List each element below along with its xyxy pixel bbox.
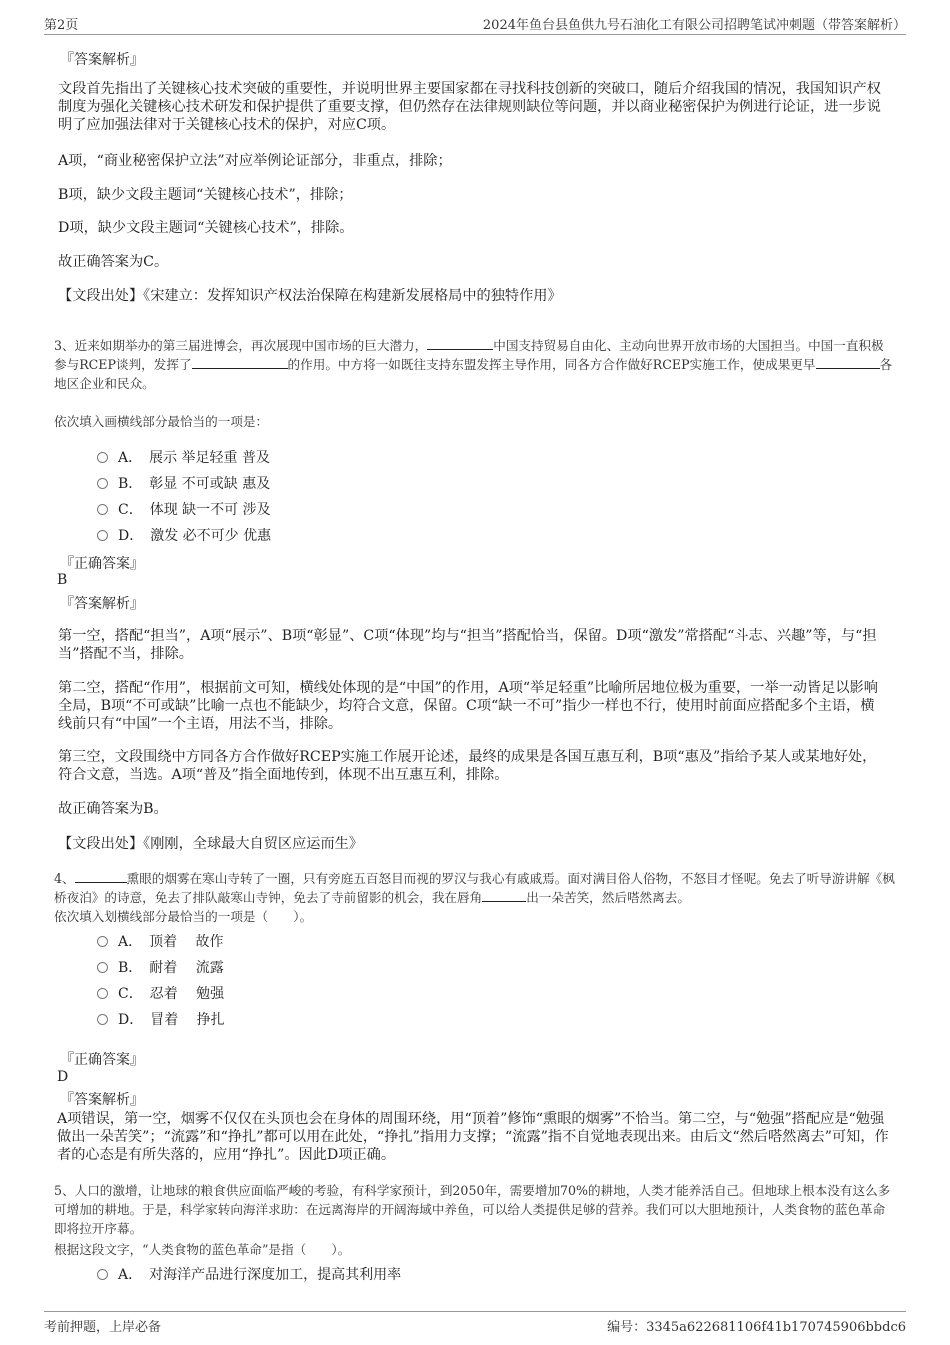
q2-analysis-option-d: D项，缺少文段主题词“关键核心技术”，排除。 <box>58 220 354 236</box>
q4-analysis-label: 『答案解析』 <box>60 1092 144 1108</box>
radio-icon[interactable] <box>97 1269 108 1280</box>
q4-option-b[interactable]: B． 耐着 流露 <box>97 957 224 977</box>
page-footer <box>44 1311 906 1338</box>
q3-analysis-label: 『答案解析』 <box>60 596 144 612</box>
q3-option-c[interactable]: C． 体现 缺一不可 涉及 <box>97 499 271 519</box>
q4-option-a[interactable]: A． 顶着 故作 <box>97 931 224 951</box>
blank-2 <box>192 356 288 369</box>
q4-analysis: A项错误，第一空，烟雾不仅仅在头顶也会在身体的周围环绕，用“顶着”修饰“熏眼的烟雾”不恰当。第二空，与“勉强”搭配应是“勉强做出一朵苦笑”；“流露”和“挣扎”都可以用在此处，“挣扎”指用力支撑；“流露”指不自觉地表现出来。由后文“然后嗒然离去”可知，作者的心态是有所失落的，应用“挣扎”。因此D项正确。 <box>57 1111 889 1163</box>
q3-prompt: 依次填入画横线部分最恰当的一项是： <box>54 414 269 429</box>
q3-analysis-p2: 第二空，搭配“作用”，根据前文可知，横线处体现的是“中国”的作用，A项“举足轻重”比喻所居地位极为重要，一举一动皆足以影响全局，B项“不可或缺”比喻一点也不能缺少，均符合文意，保留。C项“缺一不可”指少一样也不行，使用时前面应搭配多个主语，横线前只有“中国”一个主语，用法不当，排除。 <box>58 680 878 732</box>
radio-icon[interactable] <box>97 962 108 973</box>
q2-analysis-paragraph: 文段首先指出了关键核心技术突破的重要性，并说明世界主要国家都在寻找科技创新的突破口，随后介绍我国的情况，我国知识产权制度为强化关键核心技术研发和保护提供了重要支撑，但仍然存在法律规则缺位等问题，并以商业秘密保护为例进行论证，进一步说明了应加强法律对于关键核心技术的保护，对应C项。 <box>58 81 881 133</box>
page-number: 第2页 <box>44 18 79 33</box>
q2-analysis-label: 『答案解析』 <box>60 52 144 68</box>
q5-stem: 5、人口的激增，让地球的粮食供应面临严峻的考验，有科学家预计，到2050年，需要增加70%的耕地，人类才能养活自己。但地球上根本没有这么多可增加的耕地。于是，科学家转向海洋求助：在远离海岸的开阔海域中养鱼，可以给人类提供足够的营养。我们可以大胆地预计，人类食物的蓝色革命即将拉开序幕。 <box>54 1183 891 1236</box>
q4-prompt: 依次填入划横线部分最恰当的一项是（ ）。 <box>54 909 313 924</box>
footer-slogan: 考前押题，上岸必备 <box>44 1320 162 1335</box>
radio-icon[interactable] <box>97 478 108 489</box>
q4-stem: 4、 熏眼的烟雾在寒山寺转了一圈，只有旁庭五百怒目而视的罗汉与我心有戚戚焉。面对满目俗人俗物，不怒目才怪呢。免去了听导游讲解《枫桥夜泊》的诗意，免去了排队敲寒山寺钟，免去了寺前留影的机会，我在唇角 出一朵苦笑，然后嗒然离去。 <box>54 871 895 905</box>
blank-3 <box>816 356 880 369</box>
blank-1 <box>75 870 127 883</box>
radio-icon[interactable] <box>97 530 108 541</box>
blank-2 <box>482 889 526 902</box>
radio-icon[interactable] <box>97 936 108 947</box>
blank-1 <box>427 337 493 350</box>
q4-answer: D <box>57 1069 69 1085</box>
q3-option-a[interactable]: A． 展示 举足轻重 普及 <box>97 447 270 467</box>
q3-analysis-p1: 第一空，搭配“担当”，A项“展示”、B项“彰显”、C项“体现”均与“担当”搭配恰当，保留。D项“激发”常搭配“斗志、兴趣”等，与“担当”搭配不当，排除。 <box>58 628 877 662</box>
q2-conclusion: 故正确答案为C。 <box>58 254 169 270</box>
document-id: 编号：3345a622681106f41b170745906bbdc6 <box>607 1320 906 1335</box>
q3-conclusion: 故正确答案为B。 <box>58 801 168 817</box>
q2-analysis-option-b: B项，缺少文段主题词“关键核心技术”，排除； <box>58 187 353 203</box>
q4-option-d[interactable]: D． 冒着 挣扎 <box>97 1009 225 1029</box>
q3-answer: B <box>57 572 68 588</box>
q2-analysis-option-a: A项，“商业秘密保护立法”对应举例论证部分，非重点，排除； <box>58 153 452 169</box>
q3-option-d[interactable]: D． 激发 必不可少 优惠 <box>97 525 271 545</box>
q4-option-c[interactable]: C． 忍着 勉强 <box>97 983 224 1003</box>
radio-icon[interactable] <box>97 504 108 515</box>
page-header <box>44 14 906 35</box>
q3-source: 【文段出处】《刚刚，全球最大自贸区应运而生》 <box>58 836 364 852</box>
radio-icon[interactable] <box>97 452 108 463</box>
document-title: 2024年鱼台县鱼供九号石油化工有限公司招聘笔试冲刺题（带答案解析） <box>482 18 906 33</box>
q4-answer-label: 『正确答案』 <box>60 1052 144 1068</box>
radio-icon[interactable] <box>97 988 108 999</box>
q5-option-a[interactable]: A． 对海洋产品进行深度加工，提高其利用率 <box>97 1264 401 1284</box>
q3-stem: 3、近来如期举办的第三届进博会，再次展现中国市场的巨大潜力， 中国支持贸易自由化、主动向世界开放市场的大国担当。中国一直积极参与RCEP谈判，发挥了 的作用。中方将一如既往支持东盟发挥主导作用，同各方合作做好RCEP实施工作，使成果更早 各地区企业和民众。 <box>54 338 893 391</box>
q3-option-b[interactable]: B． 彰显 不可或缺 惠及 <box>97 473 270 493</box>
q5-prompt: 根据这段文字，“人类食物的蓝色革命”是指（ ）。 <box>54 1242 351 1257</box>
q3-analysis-p3: 第三空，文段围绕中方同各方合作做好RCEP实施工作展开论述，最终的成果是各国互惠互利，B项“惠及”指给予某人或某地好处，符合文意，当选。A项“普及”指全面地传到，体现不出互惠互利，排除。 <box>58 749 877 783</box>
radio-icon[interactable] <box>97 1014 108 1025</box>
q2-source: 【文段出处】《宋建立：发挥知识产权法治保障在构建新发展格局中的独特作用》 <box>58 288 562 304</box>
q3-answer-label: 『正确答案』 <box>60 556 144 572</box>
